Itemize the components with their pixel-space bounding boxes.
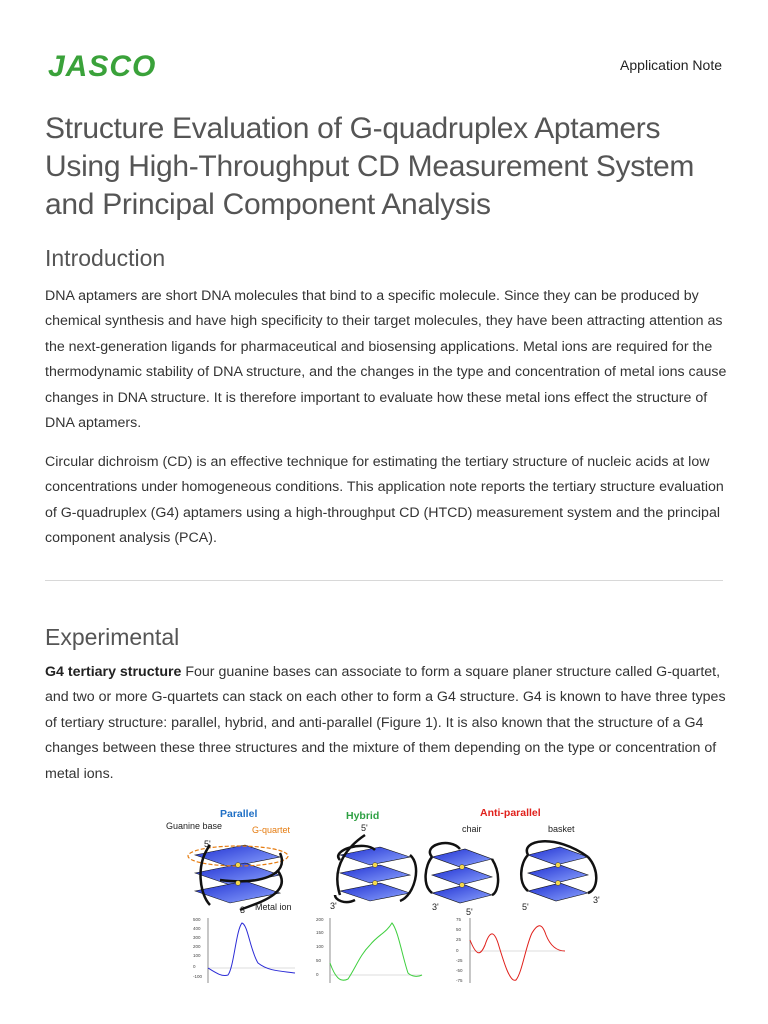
spec3-ytick-5: -50 <box>456 968 463 973</box>
spec1-ytick-1: 400 <box>193 926 201 931</box>
label-hybrid-5prime: 5' <box>361 823 368 833</box>
hybrid-g4-structure <box>335 835 416 902</box>
spec1-ytick-4: 100 <box>193 953 201 958</box>
spec2-ytick-3: 50 <box>316 958 322 963</box>
label-hybrid-3prime: 3' <box>330 901 337 911</box>
label-basket-5prime: 5' <box>522 902 529 912</box>
g4-structure-lead: G4 tertiary structure <box>45 664 182 680</box>
label-basket: basket <box>548 824 575 834</box>
spectrum-parallel <box>193 917 295 983</box>
spec3-ytick-1: 50 <box>456 927 462 932</box>
spec1-ytick-2: 300 <box>193 935 201 940</box>
intro-paragraph-1: DNA aptamers are short DNA molecules that bind to a specific molecule. Since they can be produced by chemical synthesis and have high specificity to their target molecules, they have been attracting attention as the next-generation ligands for pharmaceutical and biosensing applications. Metal ions are required for the thermodynamic stability of DNA structure, and the changes in the type and concentration of metal ions cause changes in DNA structure. It is therefore important to evaluate how these metal ions effect the structure of DNA aptamers. <box>45 288 727 432</box>
label-anti-parallel: Anti-parallel <box>480 807 541 819</box>
label-basket-3prime: 3' <box>593 895 600 905</box>
spectrum-anti-parallel <box>456 917 565 983</box>
anti-parallel-chair-structure <box>426 843 499 903</box>
introduction-heading: Introduction <box>45 245 166 271</box>
spec3-ytick-4: -25 <box>456 958 463 963</box>
spec2-ytick-2: 100 <box>316 944 324 949</box>
spec3-ytick-6: -75 <box>456 978 463 983</box>
spec3-ytick-3: 0 <box>456 948 459 953</box>
jasco-logo <box>46 47 158 81</box>
experimental-text: Four guanine bases can associate to form a square planer structure called G-quartet, and two or more G-quartets can stack on each other to form a G4 structure. G4 is known to have three types of tertiary structure: parallel, hybrid, and anti-parallel (Figure 1). It is also known that the structure of a G4 changes between these three structures and the mixture of them depending on the type or concentration of metal ions. <box>45 664 726 782</box>
spec3-ytick-0: 75 <box>456 917 462 922</box>
spec2-ytick-1: 150 <box>316 930 324 935</box>
spec1-ytick-3: 200 <box>193 944 201 949</box>
label-g-quartet: G-quartet <box>252 825 291 835</box>
spectrum-hybrid <box>316 917 422 983</box>
spec3-ytick-2: 25 <box>456 937 462 942</box>
page-title: Structure Evaluation of G-quadruplex Aptamers Using High-Throughput CD Measurement System and Principal Component Analysis <box>45 112 695 221</box>
label-chair: chair <box>462 824 482 834</box>
label-parallel-3prime: 3' <box>240 905 247 915</box>
spec1-ytick-5: 0 <box>193 964 196 969</box>
parallel-g4-structure <box>188 845 288 910</box>
spec2-ytick-0: 200 <box>316 917 324 922</box>
label-parallel-5prime: 5' <box>204 839 211 849</box>
label-metal-ion: Metal ion <box>255 902 292 912</box>
figure-graphics <box>160 805 620 1005</box>
figure-1 <box>160 805 620 1005</box>
anti-parallel-basket-structure <box>521 841 596 901</box>
label-parallel: Parallel <box>220 808 258 820</box>
label-guanine-base: Guanine base <box>166 821 223 831</box>
spec1-ytick-0: 500 <box>193 917 201 922</box>
label-chair-5prime: 5' <box>466 907 473 917</box>
label-chair-3prime: 3' <box>432 902 439 912</box>
experimental-paragraph <box>45 660 735 787</box>
logo-text: JASCO <box>48 50 157 81</box>
label-hybrid: Hybrid <box>346 810 380 822</box>
section-divider <box>45 580 723 581</box>
spec1-ytick-6: -100 <box>193 974 203 979</box>
document-type: Application Note <box>620 57 722 73</box>
spec2-ytick-4: 0 <box>316 972 319 977</box>
intro-paragraph-2: Circular dichroism (CD) is an effective technique for estimating the tertiary structure of nucleic acids at low concentrations under homogeneous conditions. This application note reports the tertiary structure evaluation of G-quadruplex (G4) aptamers using a high-throughput CD (HTCD) measurement system and the principal component analysis (PCA). <box>45 454 724 547</box>
experimental-heading: Experimental <box>45 624 180 650</box>
